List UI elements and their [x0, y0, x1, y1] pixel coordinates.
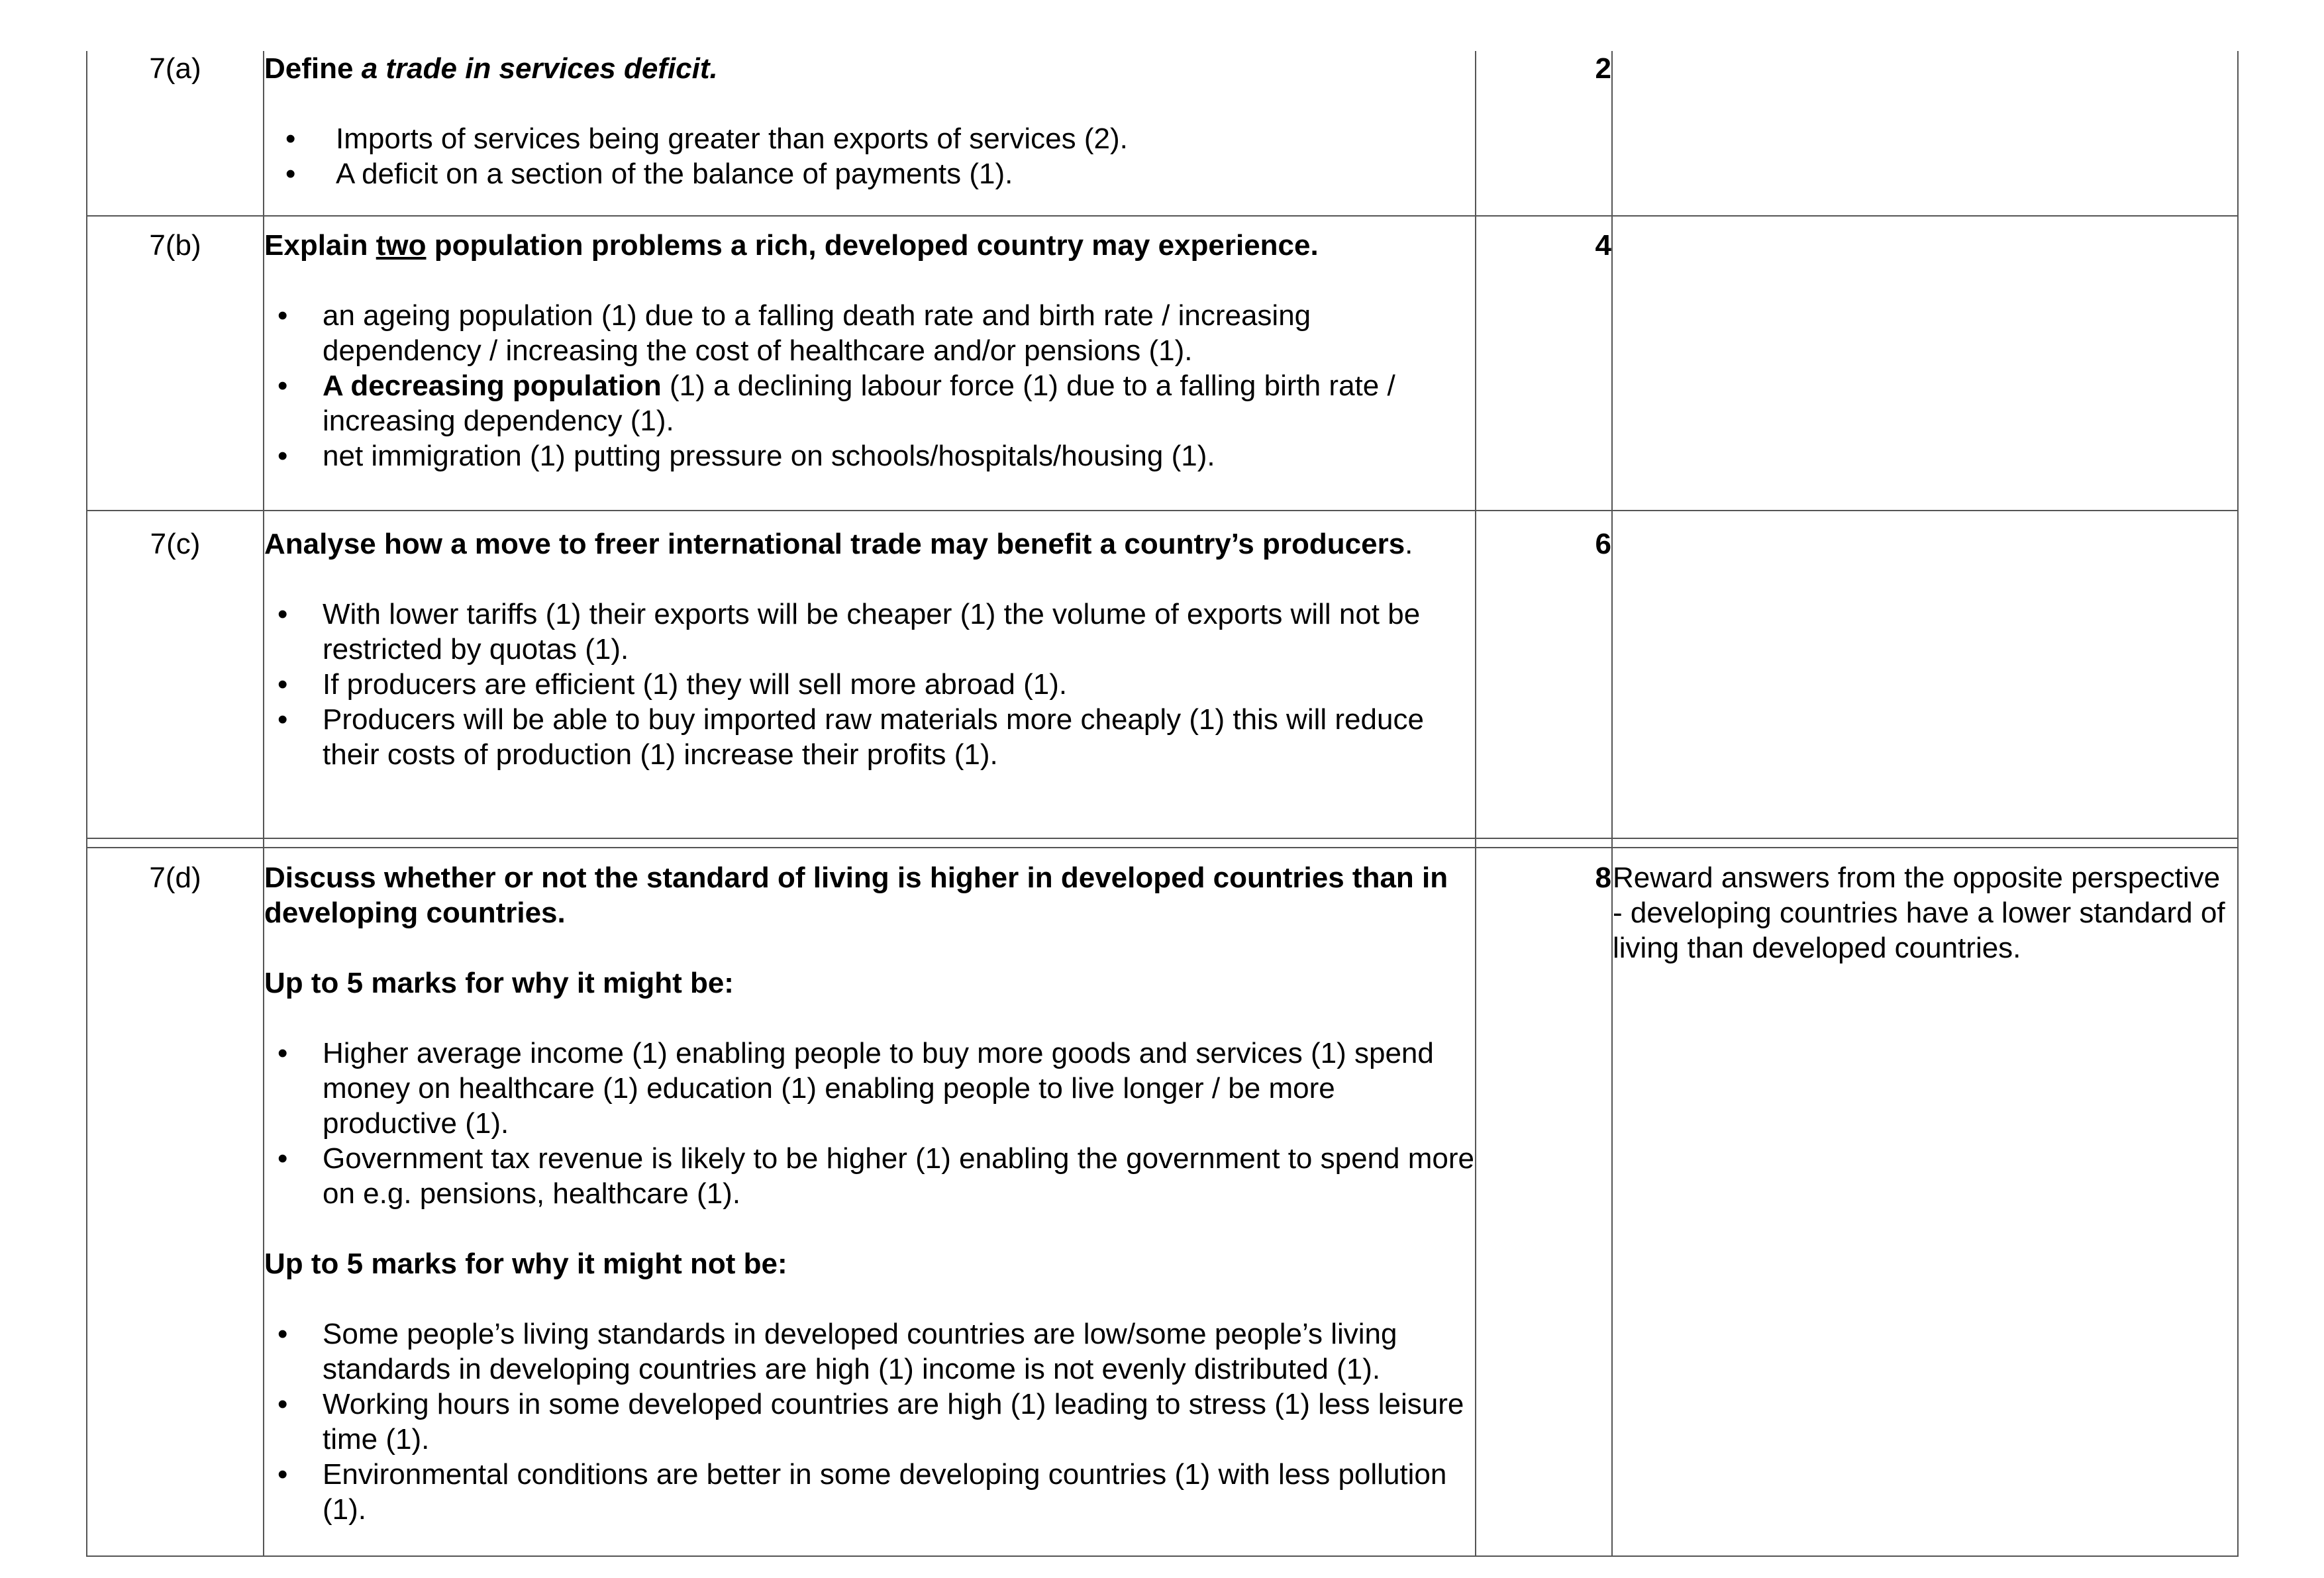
marks-value: 2	[1476, 51, 1612, 216]
guidance-cell	[1612, 511, 2238, 838]
marks-value: 8	[1476, 848, 1612, 1556]
prompt-part: Define	[264, 52, 362, 85]
answer-bullet: • Working hours in some developed countries are high (1) leading to stress (1) less leisure time (1).	[264, 1387, 1475, 1457]
answer-bullet: • Higher average income (1) enabling people to buy more goods and services (1) spend money on healthcare (1) education (1) enabling people to live longer / be more productive (1).	[264, 1036, 1475, 1141]
prompt-part-italic: a trade in services deficit.	[361, 52, 718, 85]
answer-cell	[264, 511, 1476, 838]
prompt-part: Explain	[264, 229, 376, 262]
question-row-7b	[87, 216, 2238, 511]
answer-bullets	[264, 121, 1475, 191]
answer-bullets	[264, 1316, 1475, 1527]
section-heading: Up to 5 marks for why it might not be:	[264, 1248, 787, 1280]
mark-scheme-table	[86, 51, 2239, 1557]
answer-cell	[264, 51, 1476, 216]
prompt-part: population problems a rich, developed country may experience.	[426, 229, 1319, 262]
prompt-part: Analyse how a move to freer international trade may benefit a country’s producers	[264, 528, 1405, 560]
bullet-rest: (1) a declining labour force (1) due to a falling birth rate / increasing dependency (1).	[323, 370, 1395, 437]
answer-bullet: • Imports of services being greater than exports of services (2).	[264, 121, 1475, 156]
question-prompt: Discuss whether or not the standard of living is higher in developed countries than in developing countries.	[264, 862, 1448, 929]
guidance-cell	[1612, 216, 2238, 511]
question-number: 7(b)	[87, 216, 264, 511]
row-separator	[87, 838, 2238, 848]
answer-bullet: • Government tax revenue is likely to be higher (1) enabling the government to spend more on e.g. pensions, healthcare (1).	[264, 1141, 1475, 1211]
section-heading: Up to 5 marks for why it might be:	[264, 967, 734, 999]
question-prompt	[264, 228, 1475, 263]
question-prompt	[264, 526, 1475, 562]
answer-bullet: • A deficit on a section of the balance of payments (1).	[264, 156, 1475, 191]
question-row-7c	[87, 511, 2238, 838]
answer-bullet: • With lower tariffs (1) their exports will be cheaper (1) the volume of exports will not be restricted by quotas (1).	[264, 597, 1475, 667]
answer-bullet: • Producers will be able to buy imported raw materials more cheaply (1) this will reduce their costs of production (1) increase their profits (1).	[264, 702, 1475, 772]
question-row-7a	[87, 51, 2238, 216]
question-number: 7(a)	[87, 51, 264, 216]
prompt-part-underlined: two	[376, 229, 427, 262]
guidance-cell: Reward answers from the opposite perspective - developing countries have a lower standard of living than developed countries.	[1612, 848, 2238, 1556]
mark-scheme-page	[86, 51, 2237, 1557]
question-prompt	[264, 51, 1475, 86]
guidance-cell	[1612, 51, 2238, 216]
answer-bullet: • Some people’s living standards in developed countries are low/some people’s living standards in developing countries are high (1) income is not evenly distributed (1).	[264, 1316, 1475, 1387]
answer-bullet	[264, 368, 1475, 438]
answer-bullet: • Environmental conditions are better in some developing countries (1) with less pollution (1).	[264, 1457, 1475, 1527]
answer-bullet: • net immigration (1) putting pressure on schools/hospitals/housing (1).	[264, 438, 1475, 473]
marks-value: 4	[1476, 216, 1612, 511]
answer-bullets	[264, 298, 1475, 473]
answer-bullets	[264, 597, 1475, 772]
answer-bullet: • If producers are efficient (1) they will sell more abroad (1).	[264, 667, 1475, 702]
answer-bullet: • an ageing population (1) due to a falling death rate and birth rate / increasing dependency / increasing the cost of healthcare and/or pensions (1).	[264, 298, 1475, 368]
question-number: 7(d)	[87, 848, 264, 1556]
question-row-7d	[87, 848, 2238, 1556]
question-number: 7(c)	[87, 511, 264, 838]
marks-value: 6	[1476, 511, 1612, 838]
answer-cell	[264, 848, 1476, 1556]
prompt-part-plain: .	[1405, 528, 1413, 560]
answer-bullets	[264, 1036, 1475, 1211]
bullet-bold-lead: A decreasing population	[323, 370, 662, 402]
answer-cell	[264, 216, 1476, 511]
